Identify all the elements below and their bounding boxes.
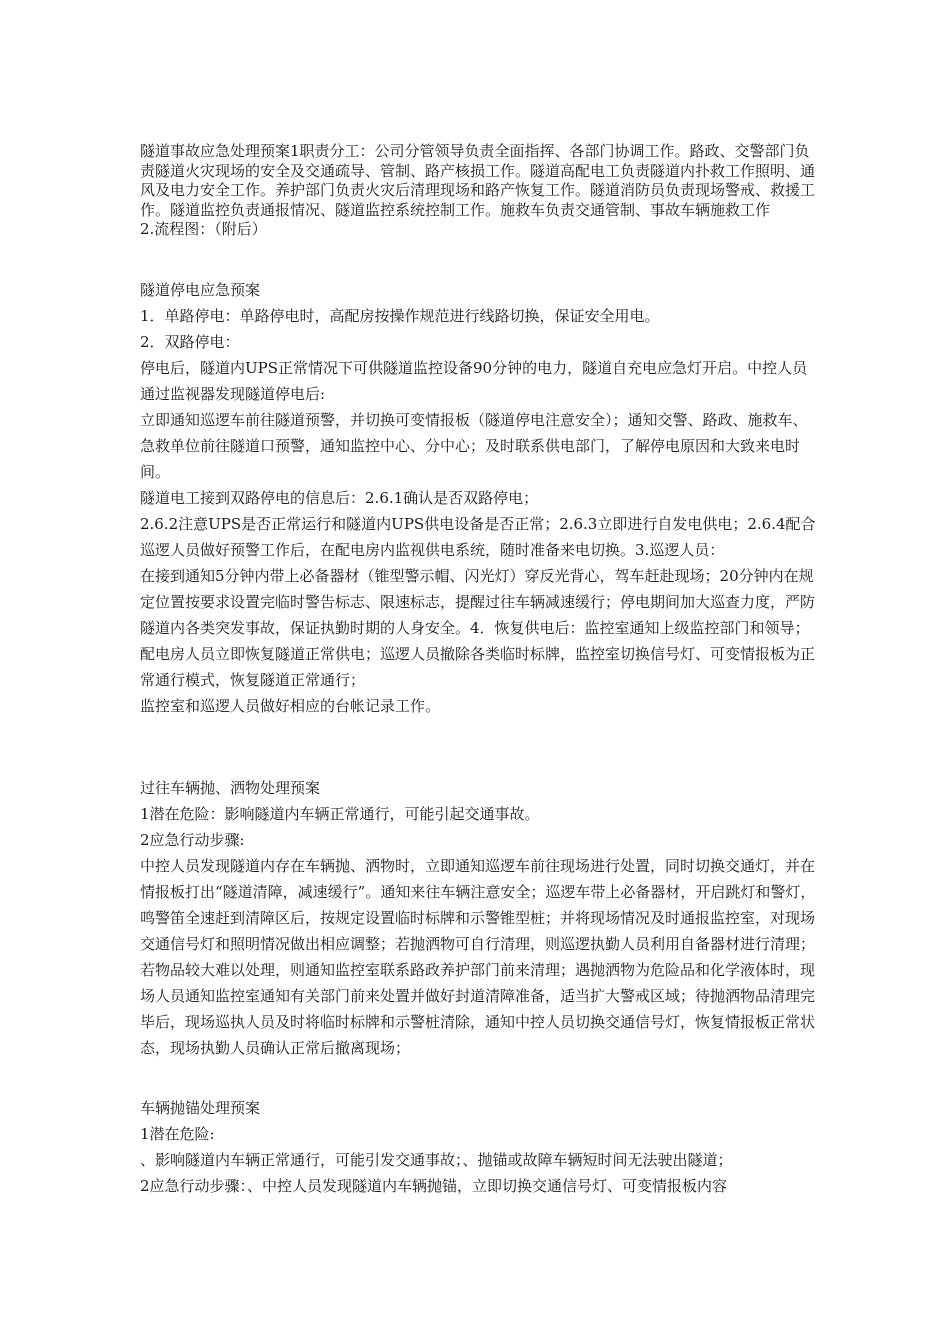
paragraph: 2应急行动步骤：、中控人员发现隧道内车辆抛锚，立即切换交通信号灯、可变情报板内容 (140, 1176, 728, 1195)
paragraph: 、影响隧道内车辆正常通行，可能引发交通事故；、抛锚或故障车辆短时间无法驶出隧道； (140, 1150, 733, 1169)
section-spilled-objects (140, 775, 820, 1061)
paragraph: 中控人员发现隧道内存在车辆抛、洒物时，立即通知巡逻车前往现场进行处置，同时切换交通灯，并在情报板打出“隧道清障，减速缓行”。通知来往车辆注意安全；巡逻车带上必备器材，开启跳灯和警灯，鸣警笛全速赶到清障区后，按规定设置临时标牌和示警锥型桩；并将现场情况及时通报监控室，对现场交通信号灯和照明情况做出相应调整；若抛洒物可自行清理，则巡逻执勤人员利用自备器材进行清理；若物品较大难以处理，则通知监控室联系路政养护部门前来清理；遇抛洒物为危险品和化学液体时，现场人员通知监控室通知有关部门前来处置并做好封道清障准备，适当扩大警戒区域；待抛洒物品清理完毕后，现场巡执人员及时将临时标牌和示警桩清除，通知中控人员切换交通信号灯，恢复情报板正常状态，现场执勤人员确认正常后撤离现场； (140, 856, 816, 1057)
paragraph: 1．单路停电：单路停电时，高配房按操作规范进行线路切换，保证安全用电。 (140, 306, 660, 325)
paragraph: 隧道电工接到双路停电的信息后：2.6.1确认是否双路停电； (140, 488, 539, 507)
paragraph: 监控室和巡逻人员做好相应的台帐记录工作。 (140, 696, 441, 715)
paragraph: 2.6.2注意UPS是否正常运行和隧道内UPS供电设备是否正常；2.6.3立即进行自发电供电；2.6.4配合巡逻人员做好预警工作后，在配电房内监视供电系统，随时准备来电切换。3.巡逻人员： (140, 514, 816, 559)
paragraph: 1潜在危险：影响隧道内车辆正常通行，可能引起交通事故。 (140, 804, 540, 823)
paragraph: 停电后，隧道内UPS正常情况下可供隧道监控设备90分钟的电力，隧道自充电应急灯开启。中控人员通过监视器发现隧道停电后: (140, 358, 808, 403)
document-page (140, 142, 820, 1199)
paragraph: 隧道事故应急处理预案1职责分工：公司分管领导负责全面指挥、各部门协调工作。路政、交警部门负责隧道火灾现场的安全及交通疏导、管制、路产核损工作。隧道高配电工负责隧道内扑救工作照明、通风及电力安全工作。养护部门负责火灾后清理现场和路产恢复工作。隧道消防员负责现场警戒、救援工作。隧道监控负责通报情况、隧道监控系统控制工作。施救车负责交通管制、事故车辆施救工作 (140, 142, 816, 219)
paragraph: 2．双路停电： (140, 332, 240, 351)
section-vehicle-breakdown (140, 1095, 820, 1199)
paragraph: 在接到通知5分钟内带上必备器材（锥型警示帽、闪光灯）穿反光背心，驾车赶赴现场；20分钟内在规定位置按要求设置完临时警告标志、限速标志，提醒过往车辆减速缓行；停电期间加大巡查力度，严防隧道内各类突发事故，保证执勤时期的人身安全。4．恢复供电后：监控室通知上级监控部门和领导；配电房人员立即恢复隧道正常供电；巡逻人员撤除各类临时标牌，监控室切换信号灯、可变情报板为正常通行模式，恢复隧道正常通行； (140, 566, 816, 689)
paragraph: 立即通知巡逻车前往隧道预警，并切换可变情报板（隧道停电注意安全）；通知交警、路政、施救车、急救单位前往隧道口预警，通知监控中心、分中心；及时联系供电部门，了解停电原因和大致来电时间。 (140, 410, 808, 481)
section-title: 过往车辆抛、洒物处理预案 (140, 778, 321, 797)
paragraph: 2应急行动步骤: (140, 830, 245, 849)
section-power-outage (140, 277, 820, 719)
paragraph: 1潜在危险: (140, 1124, 215, 1143)
section-title: 隧道停电应急预案 (140, 280, 261, 299)
section-title: 车辆抛锚处理预案 (140, 1098, 261, 1117)
section-emergency-plan (140, 142, 820, 240)
paragraph: 2.流程图：（附后） (140, 220, 267, 238)
